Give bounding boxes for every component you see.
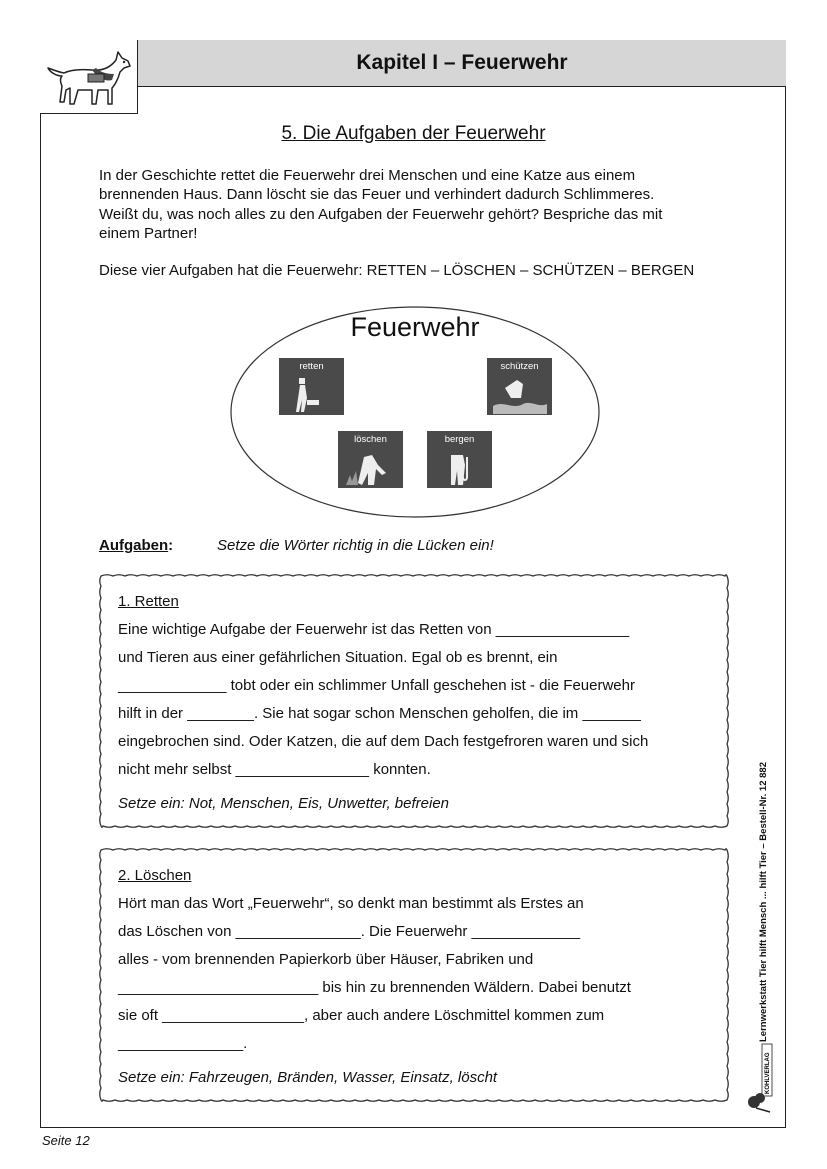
tile-label: schützen (500, 361, 539, 372)
tile-bergen (427, 431, 492, 488)
publisher-logo (744, 1038, 774, 1118)
text-line: Hört man das Wort „Feuerwehr“, so denkt man bestimmt als Erstes an (118, 895, 584, 912)
aufgaben-instruction: Setze die Wörter richtig in die Lücken ein! (217, 537, 494, 554)
tile-label: löschen (354, 434, 387, 445)
word-hint: Setze ein: Not, Menschen, Eis, Unwetter, befreien (118, 795, 450, 812)
feuerwehr-diagram (230, 306, 600, 518)
tasks-line: Diese vier Aufgaben hat die Feuerwehr: RETTEN – LÖSCHEN – SCHÜTZEN – BERGEN (99, 262, 695, 279)
box-loeschen (118, 862, 718, 1092)
text-line: _____________ tobt oder ein schlimmer Unfall geschehen ist - die Feuerwehr (118, 677, 635, 694)
text-line: das Löschen von _______________. Die Feuerwehr _____________ (118, 923, 581, 940)
word-hint: Setze ein: Fahrzeugen, Bränden, Wasser, Einsatz, löscht (118, 1069, 498, 1086)
order-number-text: Lernwerkstatt Tier hilft Mensch ... hilft Tier – Bestell-Nr. 12 882 (758, 762, 769, 1042)
tile-label: retten (299, 361, 324, 372)
intro-paragraph (99, 166, 739, 243)
text-line: Eine wichtige Aufgabe der Feuerwehr ist das Retten von ________________ (118, 621, 630, 638)
intro-line: Weißt du, was noch alles zu den Aufgaben der Feuerwehr gehört? Bespriche das mit (99, 205, 663, 223)
page-number: Seite 12 (42, 1133, 90, 1148)
tile-retten (279, 358, 344, 415)
text-line: hilft in der ________. Sie hat sogar schon Menschen geholfen, die im _______ (118, 705, 641, 722)
tile-loeschen (338, 431, 403, 488)
text-line: nicht mehr selbst ________________ konnten. (118, 761, 431, 778)
box-heading: 2. Löschen (118, 867, 192, 884)
text-line: _______________. (118, 1035, 248, 1052)
publisher-name: KOHLVERLAG (765, 1052, 771, 1094)
text-line: alles - vom brennenden Papierkorb über Häuser, Fabriken und (118, 951, 534, 968)
text-line: und Tieren aus einer gefährlichen Situation. Egal ob es brennt, ein (118, 649, 558, 666)
intro-line: brennenden Haus. Dann löscht sie das Feuer und verhindert dadurch Schlimmeres. (99, 186, 655, 204)
intro-line: einem Partner! (99, 224, 198, 242)
diagram-title: Feuerwehr (350, 312, 480, 342)
dog-icon (40, 40, 136, 112)
box-heading: 1. Retten (118, 593, 179, 610)
tile-schuetzen (487, 358, 552, 415)
text-line: ________________________ bis hin zu brennenden Wäldern. Dabei benutzt (118, 979, 631, 996)
intro-line: In der Geschichte rettet die Feuerwehr drei Menschen und eine Katze aus einem (99, 167, 636, 184)
box-retten (118, 588, 718, 818)
text-line: sie oft _________________, aber auch andere Löschmittel kommen zum (118, 1007, 605, 1024)
publisher-logo-graphic (744, 1038, 774, 1118)
section-title: 5. Die Aufgaben der Feuerwehr (281, 123, 546, 144)
chapter-title: Kapitel I – Feuerwehr (138, 40, 786, 87)
chapter-logo (40, 40, 138, 114)
aufgaben-colon: : (168, 537, 174, 554)
aufgaben-label: Aufgaben (99, 537, 169, 554)
tile-label: bergen (444, 434, 475, 445)
task-instruction (99, 537, 494, 554)
text-line: eingebrochen sind. Oder Katzen, die auf dem Dach festgefroren waren und sich (118, 733, 649, 750)
